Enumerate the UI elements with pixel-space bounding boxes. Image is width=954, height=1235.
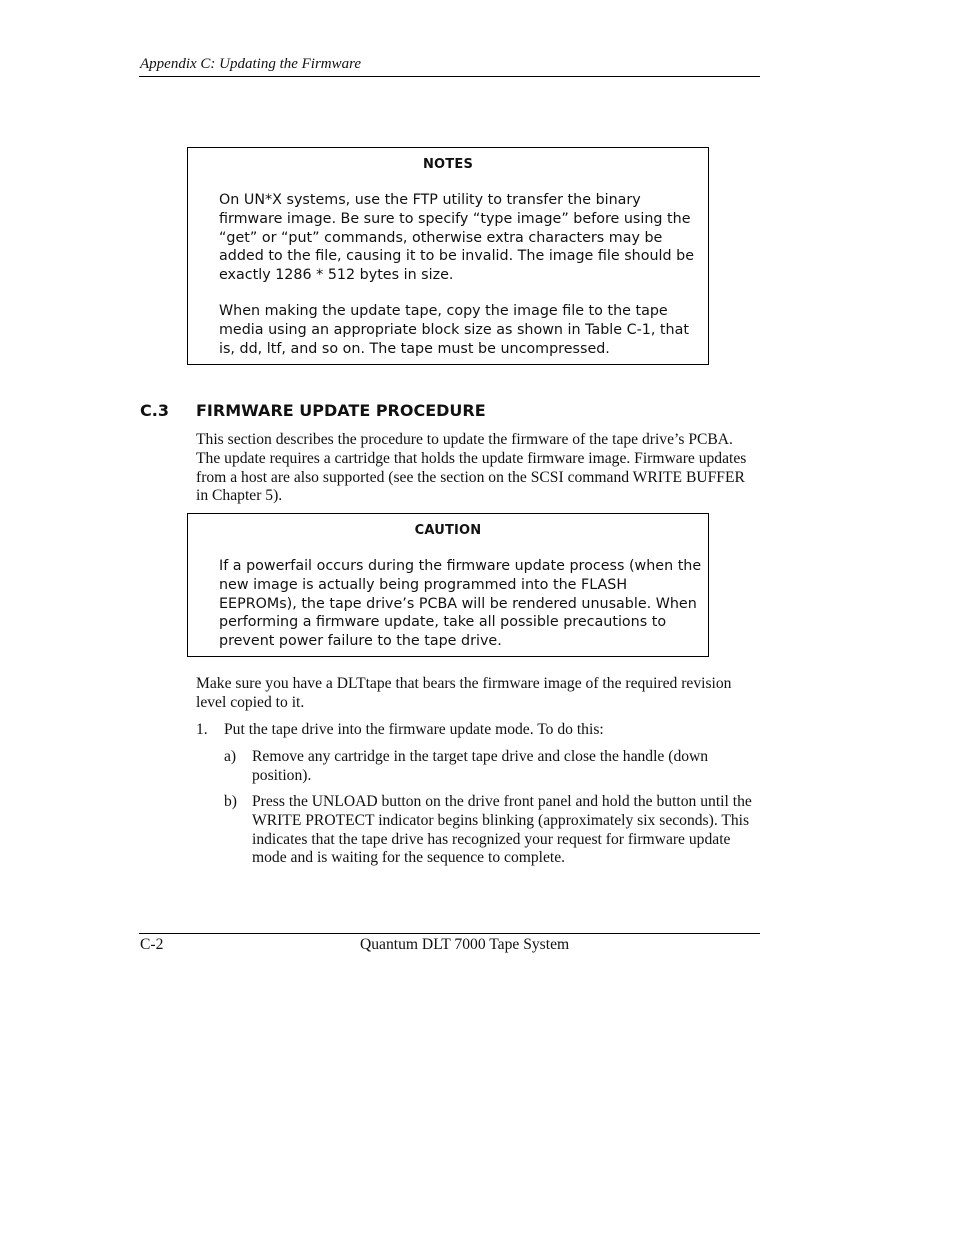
make-sure-paragraph: Make sure you have a DLTtape that bears the firmware image of the required revision level copied to it.	[196, 675, 732, 711]
header-rule	[139, 76, 760, 77]
page-number: C-2	[140, 936, 164, 953]
substep-text: Remove any cartridge in the target tape drive and close the handle (down position).	[252, 748, 709, 784]
section-number: C.3	[140, 401, 169, 420]
book-title: Quantum DLT 7000 Tape System	[360, 936, 570, 953]
step-number: 1.	[196, 721, 208, 738]
section-intro: This section describes the procedure to update the firmware of the tape drive’s PCBA. The update requires a cartridge that holds the update firmware image. Firmware updates from a host are also supported (see the section on the SCSI command WRITE BUFFER in Chapter 5).	[196, 431, 747, 505]
running-head: Appendix C: Updating the Firmware	[140, 56, 362, 72]
substep-label: b)	[224, 793, 237, 810]
notes-paragraph-2: When making the update tape, copy the image file to the tape media using an appropriate block size as shown in Table C-1, that is, dd, ltf, and so on. The tape must be uncompressed.	[219, 303, 689, 357]
caution-title: CAUTION	[414, 523, 482, 538]
notes-title: NOTES	[422, 157, 474, 172]
section-title: FIRMWARE UPDATE PROCEDURE	[196, 401, 486, 420]
caution-paragraph: If a powerfail occurs during the firmware update process (when the new image is actually being programmed into the FLASH EEPROMs), the tape drive’s PCBA will be rendered unusable. When performing a firmware update, take all possible precautions to prevent power failure to the tape drive.	[219, 558, 702, 650]
substep-label: a)	[224, 748, 237, 765]
substep-text: Press the UNLOAD button on the drive front panel and hold the button until the WRITE PROTECT indicator begins blinking (approximately six seconds). This indicates that the tape drive has recognized your request for firmware update mode and is waiting for the sequence to complete.	[252, 793, 752, 867]
notes-box	[187, 147, 709, 365]
notes-paragraph-1: On UN*X systems, use the FTP utility to transfer the binary firmware image. Be sure to specify “type image” before using the “get” or “put” commands, otherwise extra characters may be added to the file, causing it to be invalid. The image file should be exactly 1286 * 512 bytes in size.	[219, 192, 694, 284]
caution-box	[187, 513, 709, 657]
step-text: Put the tape drive into the firmware update mode. To do this:	[224, 721, 604, 738]
footer-rule	[139, 933, 760, 934]
